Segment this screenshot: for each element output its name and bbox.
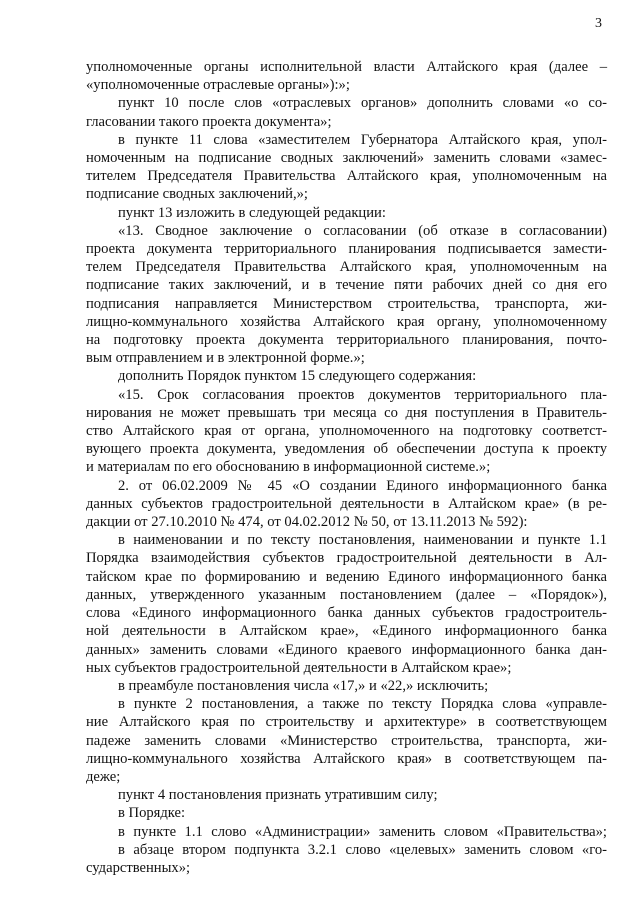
text-line: падеже заменить словами «Министерство строительства, транспорта, жи- [86, 732, 607, 749]
text-line: и материалам по его обоснованию в информационной системе.»; [86, 459, 491, 476]
text-line: слова «Единого информационного банка данных субъектов градостроитель- [86, 605, 607, 622]
text-line: на подготовку проекта документа территориального планирования, почто- [86, 332, 607, 349]
text-line: данных субъектов градостроительной деятельности в Алтайском крае» (в ре- [86, 495, 607, 512]
text-line: сударственных»; [86, 859, 191, 876]
text-line: номоченным на подписание сводных заключений» заменить словами «замес- [86, 150, 607, 167]
text-line: подписание таких заключений, и в течение пяти рабочих дней со дня его [86, 277, 607, 294]
text-line: вующего проекта документа, уведомления об обеспечении доступа к проекту [86, 441, 607, 458]
text-line: в преамбуле постановления числа «17,» и «22,» исключить; [118, 677, 489, 694]
text-line: ных субъектов градостроительной деятельности в Алтайском крае»; [86, 659, 512, 676]
text-line: гласовании такого проекта документа»; [86, 113, 332, 130]
text-line: пункт 10 после слов «отраслевых органов» дополнить словами «о со- [118, 95, 607, 112]
text-line: 2. от 06.02.2009 № 45 «О создании Единого информационного банка [118, 477, 607, 494]
text-line: тайском крае по формированию и ведению Единого информационного банка [86, 568, 607, 585]
text-line: в пункте 11 слова «заместителем Губернатора Алтайского края, упол- [118, 131, 607, 148]
text-line: «уполномоченные отраслевые органы»):»; [86, 77, 350, 94]
text-line: пункт 4 постановления признать утратившим силу; [118, 787, 438, 804]
text-line: в Порядке: [118, 805, 186, 822]
text-line: ство Алтайского края от органа, уполномоченного на подготовку соответст- [86, 423, 607, 440]
text-line: в пункте 2 постановления, а также по тексту Порядка слова «управле- [118, 696, 607, 713]
text-line: лищно-коммунального хозяйства Алтайского края» в соответствующем па- [86, 750, 607, 767]
text-line: «13. Сводное заключение о согласовании (об отказе в согласовании) [118, 222, 607, 239]
text-line: пункт 13 изложить в следующей редакции: [118, 204, 386, 221]
text-line: данных, утвержденного указанным постановлением (далее – «Порядок»), [86, 586, 607, 603]
text-line: ной деятельности в Алтайском крае», «Единого информационного банка [86, 623, 607, 640]
text-line: подписание сводных заключений,»; [86, 186, 308, 203]
text-line: Порядка взаимодействия субъектов градостроительной деятельности в Ал- [86, 550, 607, 567]
text-line: подписания направляется Министерством строительства, транспорта, жи- [86, 295, 607, 312]
text-line: в наименовании и по тексту постановления, наименовании и пункте 1.1 [118, 532, 607, 549]
document-body [86, 58, 607, 877]
text-line: тителем Председателя Правительства Алтайского края, уполномоченным на [86, 168, 607, 185]
text-line: уполномоченные органы исполнительной власти Алтайского края (далее – [86, 59, 607, 75]
page-number: 3 [595, 16, 602, 31]
text-line: в пункте 1.1 слово «Администрации» заменить словом «Правительства»; [118, 823, 607, 840]
text-line: ние Алтайского края по строительству и архитектуре» в соответствующем [86, 714, 607, 731]
text-line: вым отправлением и в электронной форме.»; [86, 350, 365, 367]
text-line: лищно-коммунального хозяйства Алтайского края органу, уполномоченному [86, 313, 607, 330]
text-line: деже; [86, 768, 121, 785]
text-line: дополнить Порядок пунктом 15 следующего содержания: [118, 368, 477, 385]
text-line: телем Председателя Правительства Алтайского края, уполномоченным на [86, 259, 607, 276]
text-line: нирования не может превышать три месяца со дня поступления в Правитель- [86, 404, 607, 421]
text-line: проекта документа территориального планирования подписывается замести- [86, 241, 607, 258]
text-line: дакции от 27.10.2010 № 474, от 04.02.2012 № 50, от 13.11.2013 № 592): [86, 514, 528, 531]
text-line: данных» заменить словами «Единого краевого информационного банка дан- [86, 641, 607, 658]
text-line: «15. Срок согласования проектов документов территориального пла- [118, 386, 607, 403]
text-line: в абзаце втором подпункта 3.2.1 слово «целевых» заменить словом «го- [118, 841, 607, 858]
